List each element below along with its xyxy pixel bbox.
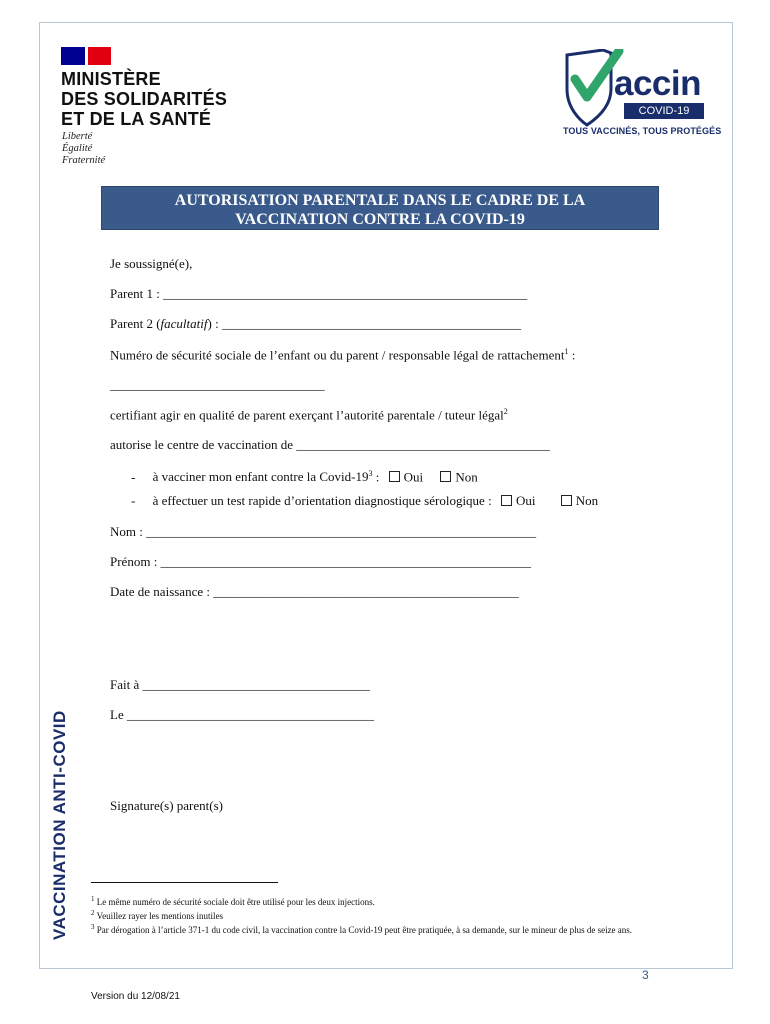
footnote-3: $^3$ Par dérogation à l’article 371-1 du code civil, la vaccination contre la Covid-19 peut être pratiquée, à sa demande, sur le mineur de plus de seize ans. (91, 923, 633, 935)
footnote-divider (91, 882, 278, 883)
ministry-line-1: MINISTÈRE (61, 69, 161, 89)
logo-tagline: TOUS VACCINÉS, TOUS PROTÉGÉS (563, 126, 722, 136)
parent2-field[interactable] (110, 316, 521, 332)
date-field[interactable]: Le ______________________________________ (110, 707, 374, 722)
marianne-logo (61, 47, 111, 65)
footnote-ref-2: 2 (503, 407, 508, 416)
ministry-line-2: DES SOLIDARITÉS (61, 89, 228, 109)
vaccinate-yes-label: Oui (403, 469, 424, 485)
social-security-field[interactable]: _________________________________ (110, 377, 325, 392)
option-vaccinate: - à vacciner mon enfant contre la Covid-$19^3$ : Oui Non (131, 469, 478, 485)
vaccinate-no-checkbox[interactable] (440, 471, 451, 482)
ministry-line-3: ET DE LA SANTÉ (61, 109, 212, 129)
vaccination-centre-field[interactable]: autorise le centre de vaccination de _______________________________________ (110, 437, 550, 452)
signature-label: Signature(s) parent(s) (110, 798, 223, 813)
ministry-name (61, 69, 227, 129)
parent2-label: Parent 2 ( (110, 316, 161, 331)
undersigned-text: Je soussigné(e), (110, 256, 193, 271)
footnote-1: $^1$ Le même numéro de sécurité sociale doit être utilisé pour les deux injections. (91, 895, 375, 907)
side-label: VACCINATION ANTI-COVID (50, 710, 69, 940)
child-firstname-field[interactable]: Prénom : _________________________________________________________ (110, 554, 532, 569)
motto-egalite: Égalité (62, 143, 93, 154)
test-yes-checkbox[interactable] (501, 495, 512, 506)
footnote-ref-1: 1 (564, 347, 569, 356)
place-field[interactable]: Fait à ___________________________________ (110, 677, 370, 692)
parent1-field[interactable]: Parent 1 : ________________________________________________________ (110, 286, 528, 301)
footnote-2: $^2$ Veuillez rayer les mentions inutiles (91, 909, 224, 921)
title-line-1: AUTORISATION PARENTALE DANS LE CADRE DE LA (174, 192, 586, 209)
title-line-2: VACCINATION CONTRE LA COVID-19 (235, 211, 525, 228)
vaccinate-no-label: Non (455, 469, 478, 485)
form-title (101, 186, 659, 230)
vaccinate-yes-checkbox[interactable] (389, 471, 400, 482)
child-birthdate-field[interactable]: Date de naissance : _______________________________________________ (110, 584, 519, 599)
parent2-blank: ) : ______________________________________________ (207, 316, 521, 331)
child-lastname-field[interactable]: Nom : ____________________________________________________________ (110, 524, 537, 539)
certify-text: certifiant agir en qualité de parent exerçant l’autorité parentale / tuteur légal$^2$ (110, 407, 508, 423)
test-yes-label: Oui (515, 493, 536, 508)
republic-motto (62, 131, 105, 167)
footnote-ref-3: 3 (368, 469, 373, 478)
motto-liberte: Liberté (62, 131, 93, 142)
motto-fraternite: Fraternité (62, 155, 106, 166)
covid-badge: COVID-19 (624, 103, 704, 119)
version-text: Version du 12/08/21 (91, 991, 180, 1002)
test-no-checkbox[interactable] (561, 495, 572, 506)
vaccin-logo-text: accin (614, 64, 701, 103)
parent2-optional: facultatif (160, 316, 208, 331)
test-no-label: Non (575, 493, 599, 508)
social-security-label: Numéro de sécurité sociale de l’enfant ou du parent / responsable légal de rattachement$^1$ : (110, 347, 576, 363)
page-number: 3 (642, 968, 649, 982)
option-test: - à effectuer un test rapide d’orientation diagnostique sérologique : Oui Non (131, 493, 599, 508)
